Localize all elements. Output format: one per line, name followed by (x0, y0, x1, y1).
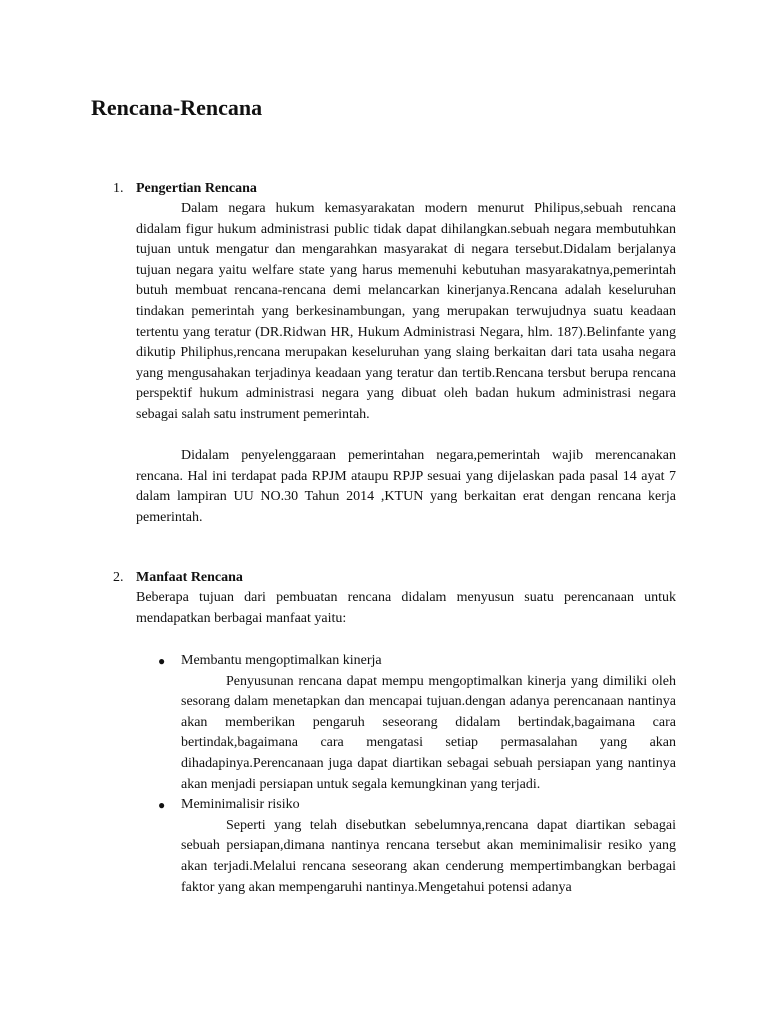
section-number: 2. (113, 570, 124, 585)
list-item-body: Penyusunan rencana dapat mempu mengoptimalkan kinerja yang dimiliki oleh sesorang dalam menetapkan dan mencapai tujuan.dengan adanya perencanaan nantinya akan memberikan pengaruh seseorang didalam bertindak,bagaimana cara bertindak,bagaimana cara mengatasi setiap permasalahan yang akan dihadapinya.Perencanaan juga dapat diartikan sebagai sebuah persiapan yang nantinya akan menjadi persiapan untuk segala kemungkinan yang terjadi. (181, 673, 676, 792)
paragraph: Beberapa tujuan dari pembuatan rencana didalam menyusun suatu perencanaan untuk mendapatkan berbagai manfaat yaitu: (136, 590, 676, 626)
bullet-icon: ● (158, 798, 166, 813)
section-title: Pengertian Rencana (136, 181, 257, 196)
paragraph: Dalam negara hukum kemasyarakatan modern menurut Philipus,sebuah rencana didalam figur hukum administrasi public tidak dapat dihilangkan.sebuah negara membutuhkan tujuan untuk mengatur dan mengarahkan masyarakat di negara tersebut.Didalam berjalanya tujuan negara yaitu welfare state yang harus memenuhi kebutuhan masyarakatnya,pemerintah butuh membuat rencana-rencana demi melancarkan kinerjanya.Rencana adalah keseluruhan tindakan pemerintah yang berkesinambungan, yang merupakan terwujudnya suatu keadaan tertentu yang teratur (DR.Ridwan HR, Hukum Administrasi Negara, hlm. 187).Belinfante yang dikutip Philiphus,rencana merupakan keseluruhan yang slaing berkaitan dari tata usaha negara yang mengusahakan terjadinya keadaan yang teratur dan tertib.Rencana tersbut berupa rencana perspektif hukum administrasi negara yang dibuat oleh badan hukum administrasi negara sebagai salah satu instrument pemerintah. (136, 201, 676, 422)
bullet-list (158, 651, 676, 898)
list-item (158, 651, 676, 795)
paragraph: Didalam penyelenggaraan pemerintahan negara,pemerintah wajib merencanakan rencana. Hal ini terdapat pada RPJM ataupu RPJP sesuai yang dijelaskan pada pasal 14 ayat 7 dalam lampiran UU NO.30 Tahun 2014 ,KTUN yang berkaitan erat dengan rencana kerja pemerintah. (136, 448, 676, 525)
section-heading (113, 179, 676, 199)
section-manfaat-rencana (113, 568, 676, 629)
list-item-body: Seperti yang telah disebutkan sebelumnya,rencana dapat diartikan sebagai sebuah persiapan,dimana nantinya rencana tersebut akan meminimalisir resiko yang akan terjadi.Melalui rencana seseorang akan cenderung mempertimbangkan berbagai faktor yang akan mempengaruhi nantinya.Mengetahui potensi adanya (181, 817, 676, 895)
bullet-icon: ● (158, 654, 166, 668)
section-heading (113, 568, 676, 588)
paragraph-spacer (113, 426, 676, 447)
section-number: 1. (113, 181, 124, 196)
section-pengertian-rencana (113, 179, 676, 529)
list-item-label: Membantu mengoptimalkan kinerja (181, 653, 382, 668)
document-title: Rencana-Rencana (91, 95, 263, 120)
list-item-label: Meminimalisir risiko (181, 797, 300, 813)
section-title: Manfaat Rencana (136, 570, 243, 585)
list-item (158, 795, 676, 898)
